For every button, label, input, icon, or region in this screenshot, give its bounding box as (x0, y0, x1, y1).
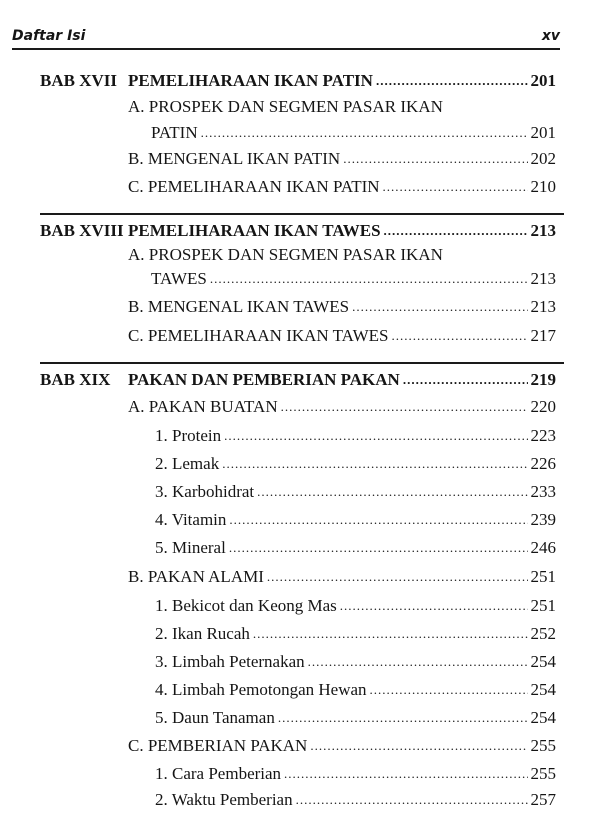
bab-18-b-entry[interactable] (128, 294, 556, 320)
bab-18-page: 213 (530, 221, 556, 240)
subitem-label: 1. Bekicot dan Keong Mas (155, 596, 337, 615)
bab-19-b-label: B. PAKAN ALAMI (128, 567, 264, 586)
bab-18-label: BAB XVIII (40, 221, 124, 240)
subitem-label: 4. Vitamin (155, 510, 227, 529)
leader-dots (391, 323, 527, 349)
bab-18-c-page: 217 (530, 326, 556, 345)
bab-17-b-entry[interactable] (128, 146, 556, 172)
bab-18-b-page: 213 (530, 297, 556, 316)
leader-dots (267, 564, 528, 590)
leader-dots (210, 266, 528, 292)
subitem-label: 5. Mineral (155, 538, 226, 557)
section-rule (40, 362, 564, 364)
bab-19-label: BAB XIX (40, 370, 111, 389)
bab-19-c-entry[interactable] (128, 733, 556, 759)
bab-19-b-page: 251 (530, 567, 556, 586)
leader-dots (308, 649, 528, 675)
subitem-label: 4. Limbah Pemotongan Hewan (155, 680, 367, 699)
subitem-page: 251 (530, 596, 556, 615)
bab-17-a-line2: PATIN (151, 123, 198, 142)
subitem-label: 1. Cara Pemberian (155, 764, 282, 783)
subitem-label: 1. Protein (155, 426, 222, 445)
leader-dots (352, 294, 527, 320)
toc-subitem[interactable] (155, 761, 556, 787)
bab-17-b-label: B. MENGENAL IKAN PATIN (128, 149, 341, 168)
toc-subitem[interactable] (155, 649, 556, 675)
subitem-page: 254 (530, 708, 556, 727)
bab-18-c-label: C. PEMELIHARAAN IKAN TAWES (128, 326, 389, 345)
bab-18-a-line1: A. PROSPEK DAN SEGMEN PASAR IKAN (128, 245, 443, 264)
bab-18-title: PEMELIHARAAN IKAN TAWES (128, 221, 381, 240)
subitem-page: 252 (530, 624, 556, 643)
subitem-page: 233 (530, 482, 556, 501)
toc-subitem[interactable] (155, 535, 556, 561)
header-section-title: Daftar Isi (12, 28, 86, 44)
leader-dots (229, 507, 527, 533)
subitem-page: 254 (530, 680, 556, 699)
leader-dots (229, 535, 528, 561)
leader-dots (376, 68, 528, 94)
toc-subitem[interactable] (155, 677, 556, 703)
bab-17-b-page: 202 (530, 149, 556, 168)
subitem-page: 246 (530, 538, 556, 557)
toc-subitem[interactable] (155, 593, 556, 619)
toc-subitem[interactable] (155, 479, 556, 505)
bab-19-c-label: C. PEMBERIAN PAKAN (128, 736, 308, 755)
subitem-label: 2. Waktu Pemberian (155, 790, 293, 809)
bab-17-a-page: 201 (530, 123, 556, 142)
toc-subitem[interactable] (155, 705, 556, 731)
leader-dots (370, 677, 528, 703)
subitem-page: 239 (530, 510, 556, 529)
bab-18-b-label: B. MENGENAL IKAN TAWES (128, 297, 350, 316)
subitem-page: 257 (530, 790, 556, 809)
bab-17-a-entry[interactable] (151, 120, 556, 146)
leader-dots (384, 218, 528, 244)
bab-18-a-line2: TAWES (151, 269, 207, 288)
toc-subitem[interactable] (155, 507, 556, 533)
bab-19-a-page: 220 (530, 397, 556, 416)
bab-19-c-page: 255 (530, 736, 556, 755)
subitem-label: 5. Daun Tanaman (155, 708, 275, 727)
toc-subitem[interactable] (155, 787, 556, 813)
header-page-number: xv (541, 28, 560, 44)
leader-dots (310, 733, 527, 759)
section-rule (40, 213, 564, 215)
running-header (12, 26, 560, 48)
bab-17-c-page: 210 (530, 177, 556, 196)
leader-dots (284, 761, 527, 787)
leader-dots (281, 394, 528, 420)
bab-17-title-entry[interactable] (128, 68, 556, 94)
leader-dots (383, 174, 528, 200)
leader-dots (278, 705, 528, 731)
leader-dots (343, 146, 527, 172)
subitem-page: 223 (530, 426, 556, 445)
leader-dots (201, 120, 528, 146)
toc-subitem[interactable] (155, 621, 556, 647)
bab-18-a-page: 213 (530, 269, 556, 288)
leader-dots (253, 621, 528, 647)
bab-18-c-entry[interactable] (128, 323, 556, 349)
toc-subitem[interactable] (155, 423, 556, 449)
bab-19-page: 219 (530, 370, 556, 389)
bab-17-title: PEMELIHARAAN IKAN PATIN (128, 71, 373, 90)
bab-19-a-entry[interactable] (128, 394, 556, 420)
bab-17-label: BAB XVII (40, 71, 117, 90)
subitem-page: 254 (530, 652, 556, 671)
leader-dots (296, 787, 528, 813)
leader-dots (340, 593, 528, 619)
leader-dots (403, 367, 528, 393)
subitem-label: 3. Karbohidrat (155, 482, 255, 501)
bab-18-a-entry[interactable] (151, 266, 556, 292)
subitem-label: 2. Lemak (155, 454, 220, 473)
leader-dots (222, 451, 527, 477)
bab-17-a-line1: A. PROSPEK DAN SEGMEN PASAR IKAN (128, 97, 443, 116)
subitem-page: 226 (530, 454, 556, 473)
bab-17-page: 201 (530, 71, 556, 90)
bab-19-a-label: A. PAKAN BUATAN (128, 397, 278, 416)
toc-subitem[interactable] (155, 451, 556, 477)
bab-19-b-entry[interactable] (128, 564, 556, 590)
subitem-label: 3. Limbah Peternakan (155, 652, 305, 671)
subitem-page: 255 (530, 764, 556, 783)
header-rule (12, 48, 560, 50)
bab-19-title: PAKAN DAN PEMBERIAN PAKAN (128, 370, 400, 389)
leader-dots (257, 479, 527, 505)
subitem-label: 2. Ikan Rucah (155, 624, 250, 643)
bab-17-c-label: C. PEMELIHARAAN IKAN PATIN (128, 177, 380, 196)
bab-18-title-entry[interactable] (128, 218, 556, 244)
bab-17-c-entry[interactable] (128, 174, 556, 200)
bab-19-title-entry[interactable] (128, 367, 556, 393)
leader-dots (224, 423, 527, 449)
